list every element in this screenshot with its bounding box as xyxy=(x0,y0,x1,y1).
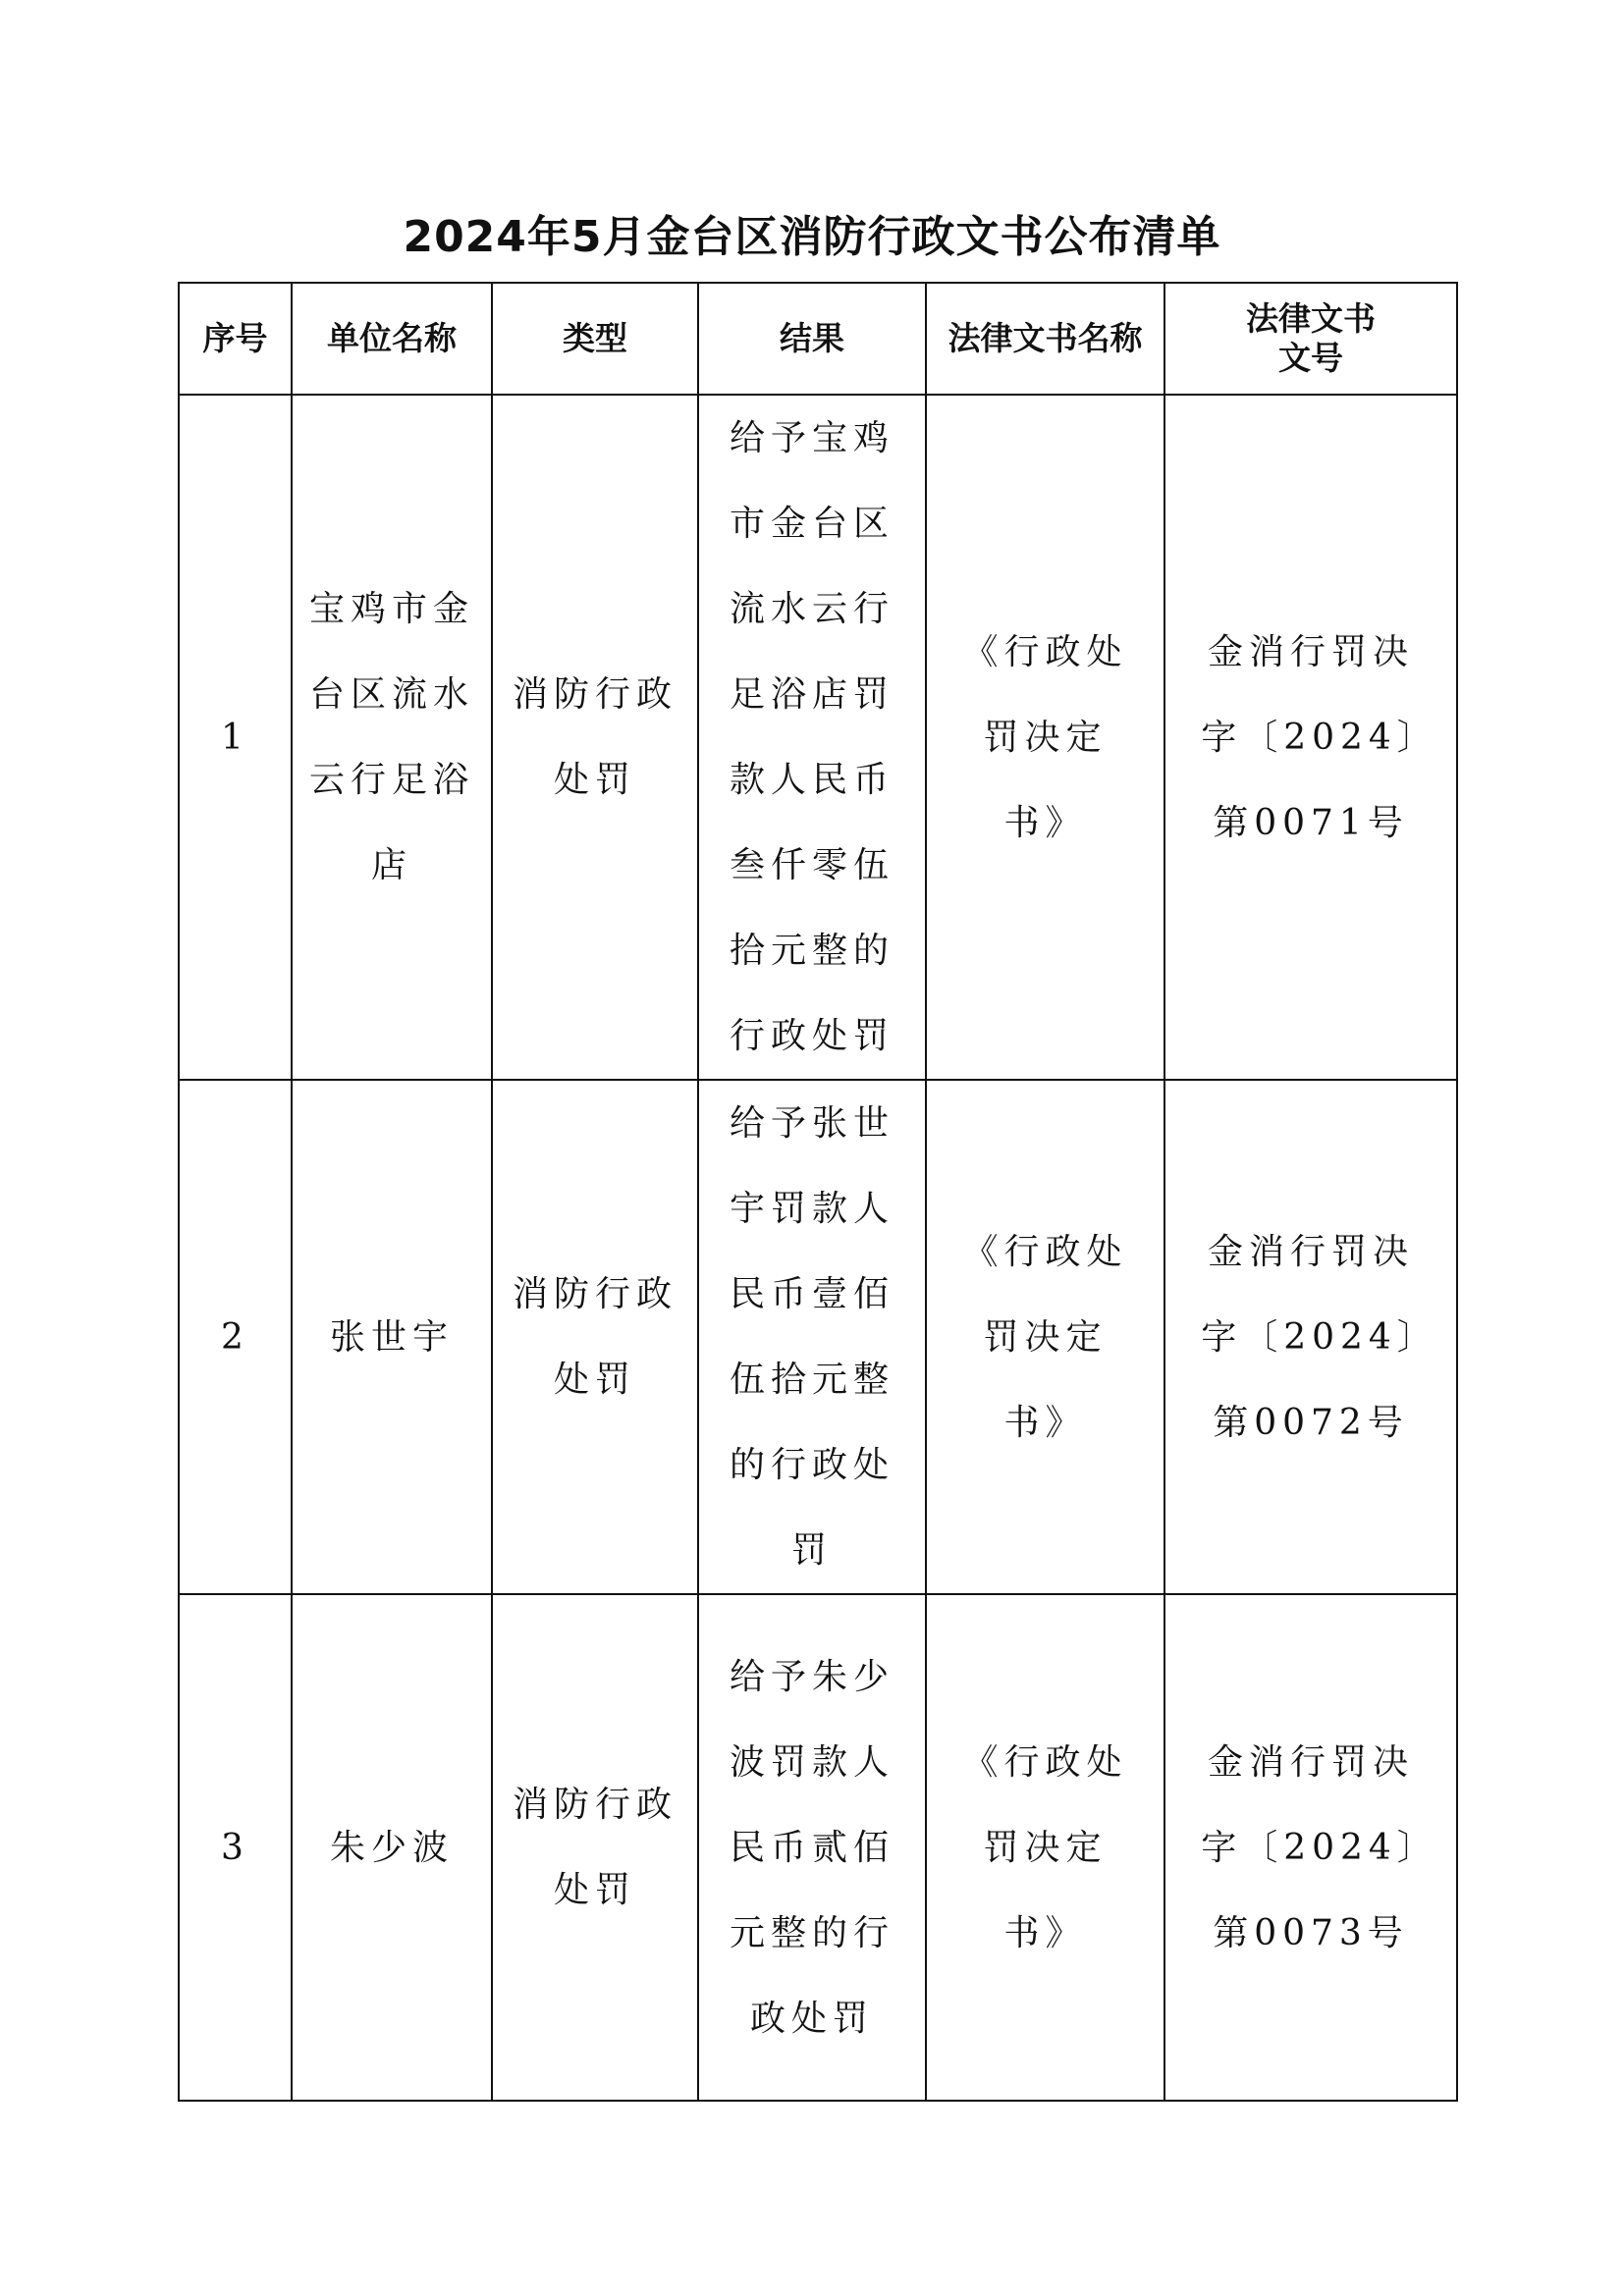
doc-name-text: 《行政处罚决定书》 xyxy=(962,1741,1128,1953)
cell-seq xyxy=(179,1594,292,2101)
header-seq: 序号 xyxy=(179,283,292,395)
table-row xyxy=(179,1080,1457,1594)
header-doc-number xyxy=(1164,283,1457,395)
cell-type xyxy=(492,1080,698,1594)
table-row xyxy=(179,395,1457,1080)
cell-seq xyxy=(179,395,292,1080)
type-text: 消防行政处罚 xyxy=(513,1785,678,1910)
seq-text: 1 xyxy=(221,717,249,758)
cell-unit-name xyxy=(292,395,492,1080)
cell-doc-name xyxy=(926,1594,1164,2101)
unit-name-text: 朱少波 xyxy=(329,1827,454,1868)
cell-doc-number xyxy=(1164,1594,1457,2101)
cell-type xyxy=(492,395,698,1080)
doc-number-text: 金消行罚决字〔2024〕第0072号 xyxy=(1201,1231,1421,1443)
cell-doc-name xyxy=(926,395,1164,1080)
result-text: 给予宝鸡市金台区流水云行足浴店罚款人民币叁仟零伍拾元整的行政处罚 xyxy=(729,418,894,1056)
type-text: 消防行政处罚 xyxy=(513,674,678,800)
unit-name-text: 宝鸡市金台区流水云行足浴店 xyxy=(309,589,475,885)
cell-seq xyxy=(179,1080,292,1594)
cell-result xyxy=(698,1080,926,1594)
header-result: 结果 xyxy=(698,283,926,395)
type-text: 消防行政处罚 xyxy=(513,1274,678,1400)
result-text: 给予张世宇罚款人民币壹佰伍拾元整的行政处罚 xyxy=(729,1103,894,1571)
header-unit-name: 单位名称 xyxy=(292,283,492,395)
seq-text: 2 xyxy=(221,1316,249,1358)
cell-doc-number xyxy=(1164,395,1457,1080)
doc-number-text: 金消行罚决字〔2024〕第0073号 xyxy=(1201,1741,1421,1953)
cell-type xyxy=(492,1594,698,2101)
result-text: 给予朱少波罚款人民币贰佰元整的行政处罚 xyxy=(729,1656,894,2039)
page-title: 2024年5月金台区消防行政文书公布清单 xyxy=(403,212,1221,262)
doc-number-text: 金消行罚决字〔2024〕第0071号 xyxy=(1201,631,1421,843)
cell-result xyxy=(698,395,926,1080)
cell-unit-name xyxy=(292,1080,492,1594)
doc-name-text: 《行政处罚决定书》 xyxy=(962,1231,1128,1443)
seq-text: 3 xyxy=(221,1827,249,1868)
cell-doc-number xyxy=(1164,1080,1457,1594)
table-row xyxy=(179,1594,1457,2101)
header-doc-number-text: 法律文书文号 xyxy=(1246,299,1376,377)
header-type: 类型 xyxy=(492,283,698,395)
cell-result xyxy=(698,1594,926,2101)
cell-unit-name xyxy=(292,1594,492,2101)
header-doc-name: 法律文书名称 xyxy=(926,283,1164,395)
cell-doc-name xyxy=(926,1080,1164,1594)
table-header-row xyxy=(179,283,1457,395)
unit-name-text: 张世宇 xyxy=(329,1316,454,1358)
penalty-table xyxy=(178,282,1458,2102)
doc-name-text: 《行政处罚决定书》 xyxy=(962,631,1128,843)
